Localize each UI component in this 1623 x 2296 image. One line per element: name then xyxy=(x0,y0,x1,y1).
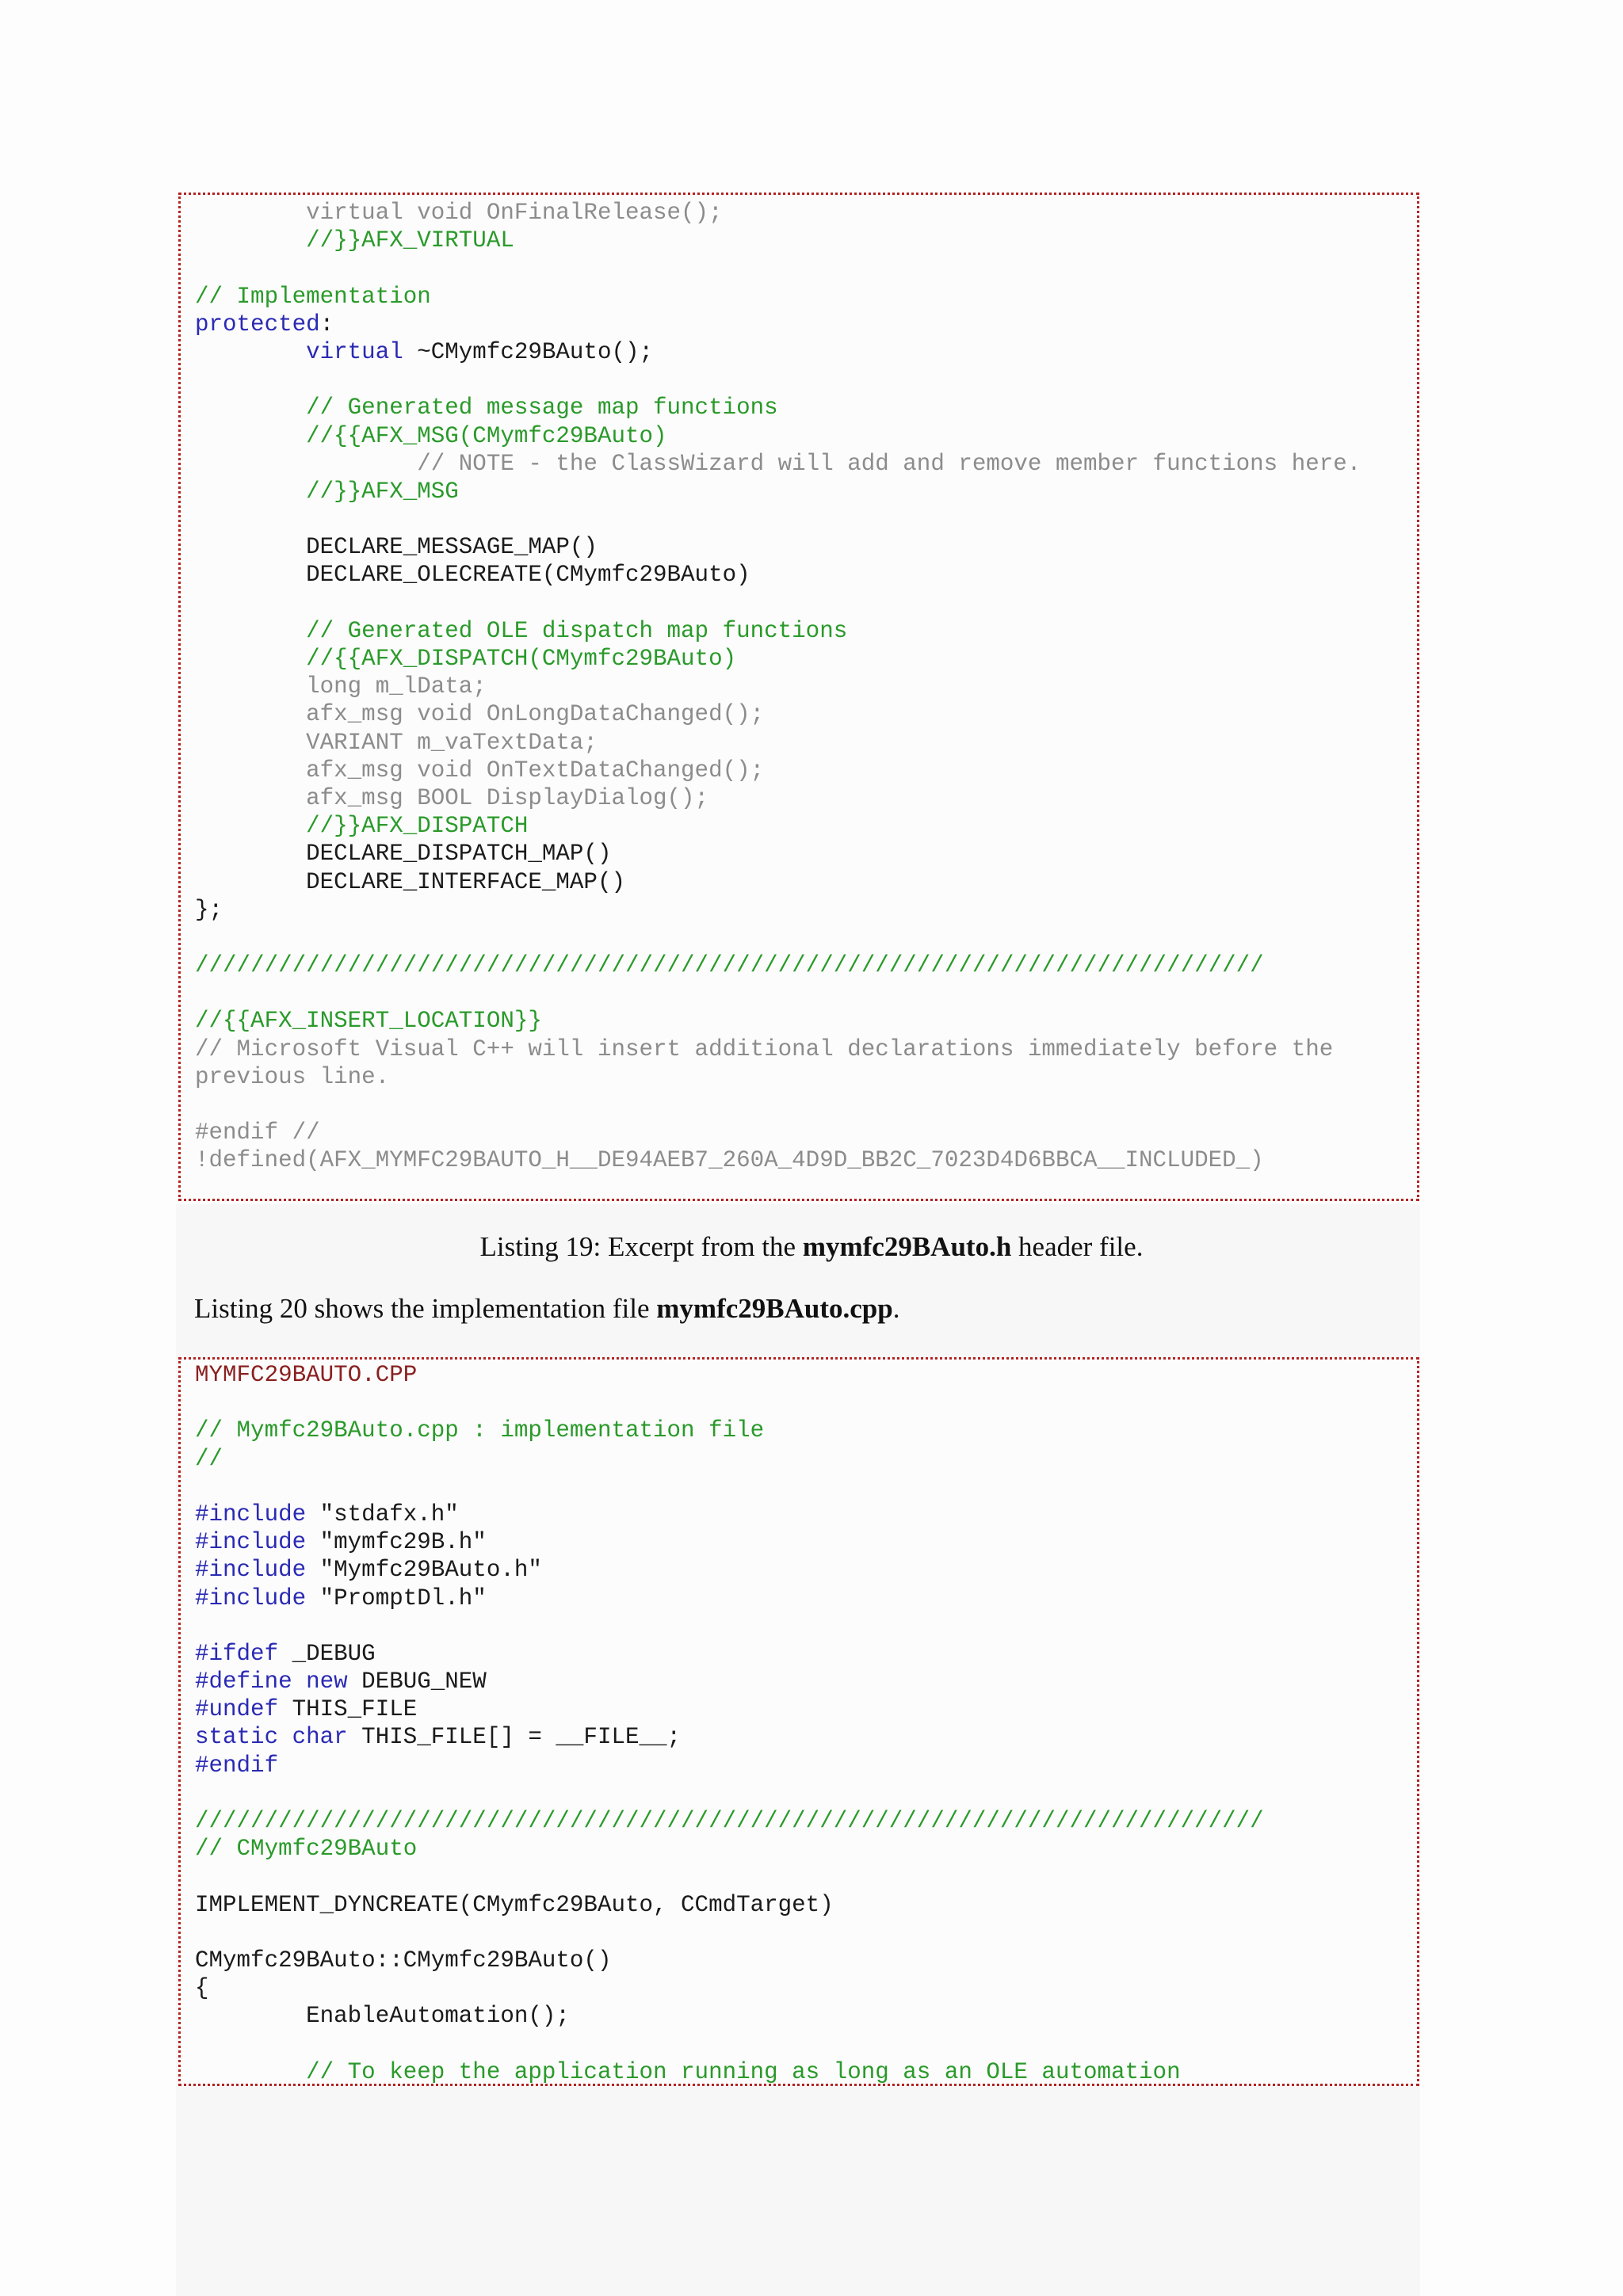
code-line xyxy=(195,338,1417,366)
code-line xyxy=(195,1695,1417,1723)
code-token: #define xyxy=(195,1669,292,1695)
code-token: ///////////////////////////////////////////////////////////////////////////// xyxy=(195,1808,1264,1834)
code-line xyxy=(195,673,1417,700)
paragraph-suffix: . xyxy=(892,1293,900,1324)
code-line xyxy=(195,1807,1417,1835)
code-line xyxy=(195,1361,1417,1389)
code-token: // CMymfc29BAuto xyxy=(195,1836,418,1863)
code-token: virtual void OnFinalRelease(); xyxy=(195,200,723,226)
code-line xyxy=(195,311,1417,338)
code-line xyxy=(195,589,1417,617)
code-token: THIS_FILE xyxy=(278,1696,418,1723)
code-token: // Implementation xyxy=(195,283,431,310)
code-token: // Generated message map functions xyxy=(195,395,778,421)
code-token: // Mymfc29BAuto.cpp : implementation file xyxy=(195,1417,765,1444)
code-line xyxy=(195,1063,1417,1091)
code-token: EnableAutomation(); xyxy=(195,2003,570,2030)
code-token: virtual xyxy=(306,338,403,365)
code-token: DECLARE_OLECREATE(CMymfc29BAuto) xyxy=(195,562,750,589)
code-line xyxy=(195,227,1417,254)
code-line xyxy=(195,1752,1417,1779)
code-line xyxy=(195,1146,1417,1174)
caption-prefix: Listing 19: Excerpt from the xyxy=(479,1231,803,1262)
code-token: : xyxy=(319,311,334,338)
code-line xyxy=(195,700,1417,728)
code-token: //{{AFX_DISPATCH(CMymfc29BAuto) xyxy=(195,646,737,672)
code-line xyxy=(195,729,1417,757)
code-token: #undef xyxy=(195,1696,279,1723)
code-line xyxy=(195,924,1417,952)
paragraph-prefix: Listing 20 shows the implementation file xyxy=(194,1293,657,1324)
code-token: // Microsoft Visual C++ will insert additional declarations immediately before the xyxy=(195,1035,1334,1062)
code-token: #endif // xyxy=(195,1119,320,1146)
code-token: afx_msg void OnLongDataChanged(); xyxy=(195,701,765,728)
code-block xyxy=(195,199,1417,1175)
code-token: // Generated OLE dispatch map functions xyxy=(195,617,848,644)
code-line xyxy=(195,2002,1417,2030)
code-token: afx_msg BOOL DisplayDialog(); xyxy=(195,784,709,811)
code-line xyxy=(195,757,1417,784)
code-token: _DEBUG xyxy=(278,1640,376,1667)
code-token: DECLARE_INTERFACE_MAP() xyxy=(195,868,625,895)
code-token: protected xyxy=(195,311,320,338)
code-token: }; xyxy=(195,896,223,923)
code-token: new xyxy=(306,1669,348,1695)
code-token: { xyxy=(195,1975,209,2002)
code-token: !defined(AFX_MYMFC29BAUTO_H__DE94AEB7_260A_4D9D_BB2C_7023D4D6BBCA__INCLUDED_) xyxy=(195,1147,1264,1174)
code-token: THIS_FILE[] = __FILE__; xyxy=(347,1724,682,1751)
code-token: afx_msg void OnTextDataChanged(); xyxy=(195,757,765,784)
code-line xyxy=(195,254,1417,282)
code-token: "mymfc29B.h" xyxy=(306,1529,487,1556)
code-token: VARIANT m_vaTextData; xyxy=(195,729,598,756)
code-line xyxy=(195,1919,1417,1947)
code-token: "stdafx.h" xyxy=(306,1501,459,1527)
listing-caption xyxy=(0,1231,1623,1263)
code-line xyxy=(195,1445,1417,1473)
code-token: DEBUG_NEW xyxy=(347,1669,487,1695)
code-line xyxy=(195,1723,1417,1751)
code-line xyxy=(195,1891,1417,1919)
code-line xyxy=(195,1585,1417,1612)
code-token: #ifdef xyxy=(195,1640,279,1667)
code-line xyxy=(195,840,1417,868)
code-token: // xyxy=(195,1445,223,1472)
code-token xyxy=(195,339,306,365)
code-token xyxy=(292,1669,307,1695)
code-line xyxy=(195,1035,1417,1063)
code-line xyxy=(195,1119,1417,1146)
body-paragraph xyxy=(194,1293,899,1325)
code-line xyxy=(195,199,1417,227)
code-line xyxy=(195,645,1417,673)
code-token: //}}AFX_MSG xyxy=(195,478,459,505)
code-token: DECLARE_DISPATCH_MAP() xyxy=(195,841,612,868)
code-token: previous line. xyxy=(195,1063,390,1090)
code-token: CMymfc29BAuto::CMymfc29BAuto() xyxy=(195,1947,612,1974)
code-line xyxy=(195,1863,1417,1890)
code-line xyxy=(195,952,1417,979)
code-token: IMPLEMENT_DYNCREATE(CMymfc29BAuto, CCmdTarget) xyxy=(195,1891,834,1918)
code-line xyxy=(195,1668,1417,1695)
code-token: ~CMymfc29BAuto(); xyxy=(403,338,654,365)
code-token: #include xyxy=(195,1529,307,1556)
caption-suffix: header file. xyxy=(1011,1231,1144,1262)
code-line xyxy=(195,1974,1417,2002)
code-token: //}}AFX_DISPATCH xyxy=(195,813,529,840)
code-listing-20 xyxy=(178,1357,1419,2086)
code-token: long m_lData; xyxy=(195,673,487,700)
code-token: "Mymfc29BAuto.h" xyxy=(306,1557,542,1584)
code-token: ///////////////////////////////////////////////////////////////////////////// xyxy=(195,952,1264,979)
code-line xyxy=(195,1501,1417,1528)
code-token: #endif xyxy=(195,1752,279,1779)
code-line xyxy=(195,283,1417,311)
code-line xyxy=(195,617,1417,645)
code-line xyxy=(195,1389,1417,1417)
code-token: #include xyxy=(195,1501,307,1527)
code-line xyxy=(195,2058,1417,2086)
code-token: #include xyxy=(195,1557,307,1584)
code-line xyxy=(195,1612,1417,1640)
code-line xyxy=(195,1556,1417,1584)
code-token: // To keep the application running as long as an OLE automation xyxy=(195,2058,1181,2085)
code-line xyxy=(195,1640,1417,1668)
code-line xyxy=(195,422,1417,450)
code-line xyxy=(195,366,1417,394)
code-token: //{{AFX_MSG(CMymfc29BAuto) xyxy=(195,422,667,449)
code-line xyxy=(195,1473,1417,1501)
code-token: MYMFC29BAUTO.CPP xyxy=(195,1362,418,1388)
code-token: "PromptDl.h" xyxy=(306,1585,487,1611)
paragraph-filename: mymfc29BAuto.cpp xyxy=(656,1293,893,1324)
code-line xyxy=(195,1947,1417,1974)
code-line xyxy=(195,1091,1417,1119)
code-token: static xyxy=(195,1724,279,1751)
code-line xyxy=(195,812,1417,840)
code-line xyxy=(195,561,1417,589)
code-line xyxy=(195,1528,1417,1556)
code-line xyxy=(195,478,1417,505)
code-line xyxy=(195,505,1417,533)
code-line xyxy=(195,979,1417,1007)
code-line xyxy=(195,1779,1417,1807)
code-token: char xyxy=(292,1724,348,1751)
code-line xyxy=(195,868,1417,896)
code-token xyxy=(278,1724,292,1750)
code-line xyxy=(195,394,1417,421)
code-line xyxy=(195,784,1417,812)
code-line xyxy=(195,1417,1417,1444)
code-line xyxy=(195,450,1417,478)
code-token: //}}AFX_VIRTUAL xyxy=(195,227,514,254)
code-line xyxy=(195,1007,1417,1035)
code-token: //{{AFX_INSERT_LOCATION}} xyxy=(195,1008,542,1035)
code-line xyxy=(195,896,1417,924)
code-line xyxy=(195,1835,1417,1863)
code-token: #include xyxy=(195,1585,307,1611)
caption-filename: mymfc29BAuto.h xyxy=(802,1231,1012,1262)
code-token: // NOTE - the ClassWizard will add and remove member functions here. xyxy=(195,450,1361,477)
code-block xyxy=(195,1361,1417,2086)
code-line xyxy=(195,2031,1417,2058)
code-line xyxy=(195,533,1417,561)
code-listing-19 xyxy=(178,193,1419,1201)
code-token: DECLARE_MESSAGE_MAP() xyxy=(195,534,598,561)
